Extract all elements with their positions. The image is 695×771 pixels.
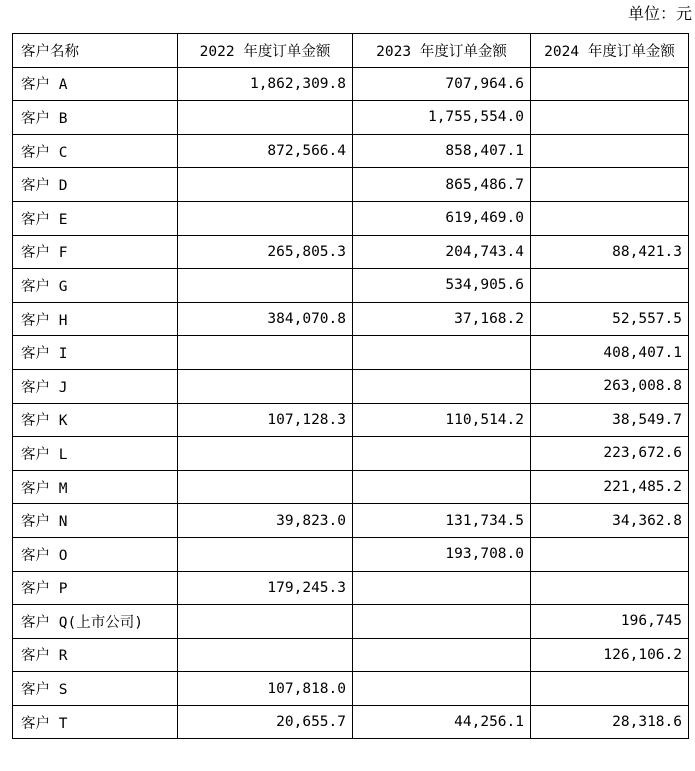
customer-name-cell: 客户 J (13, 369, 178, 403)
table-row (13, 101, 689, 135)
amount-2022-cell (178, 470, 353, 504)
table-row (13, 605, 689, 639)
table-row (13, 705, 689, 739)
amount-2022-cell: 179,245.3 (178, 571, 353, 605)
amount-2023-cell (353, 336, 531, 370)
amount-2023-cell: 204,743.4 (353, 235, 531, 269)
amount-2024-cell: 88,421.3 (531, 235, 689, 269)
amount-2022-cell: 1,862,309.8 (178, 67, 353, 101)
amount-2023-cell: 707,964.6 (353, 67, 531, 101)
customer-name-cell: 客户 I (13, 336, 178, 370)
table-row (13, 302, 689, 336)
header-2022-amount: 2022 年度订单金额 (178, 34, 353, 68)
amount-2024-cell: 38,549.7 (531, 403, 689, 437)
amount-2022-cell: 872,566.4 (178, 134, 353, 168)
table-body (13, 67, 689, 739)
customer-name-cell: 客户 F (13, 235, 178, 269)
amount-2022-cell (178, 437, 353, 471)
customer-order-table (12, 33, 689, 739)
customer-name-cell: 客户 E (13, 201, 178, 235)
amount-2023-cell (353, 672, 531, 706)
amount-2024-cell: 221,485.2 (531, 470, 689, 504)
amount-2022-cell: 107,128.3 (178, 403, 353, 437)
amount-2024-cell (531, 168, 689, 202)
amount-2022-cell (178, 201, 353, 235)
table-row (13, 201, 689, 235)
amount-2023-cell: 131,734.5 (353, 504, 531, 538)
table-row (13, 638, 689, 672)
table-row (13, 470, 689, 504)
amount-2023-cell (353, 605, 531, 639)
amount-2024-cell (531, 269, 689, 303)
table-row (13, 235, 689, 269)
amount-2023-cell (353, 470, 531, 504)
table-row (13, 672, 689, 706)
amount-2022-cell (178, 269, 353, 303)
customer-name-cell: 客户 T (13, 705, 178, 739)
amount-2024-cell: 223,672.6 (531, 437, 689, 471)
amount-2022-cell (178, 369, 353, 403)
amount-2023-cell (353, 638, 531, 672)
unit-label: 单位：元 (627, 4, 692, 23)
amount-2024-cell: 34,362.8 (531, 504, 689, 538)
amount-2024-cell: 52,557.5 (531, 302, 689, 336)
table-row (13, 571, 689, 605)
table-row (13, 269, 689, 303)
header-customer-name: 客户名称 (13, 34, 178, 68)
customer-name-cell: 客户 S (13, 672, 178, 706)
amount-2024-cell (531, 101, 689, 135)
amount-2022-cell (178, 638, 353, 672)
table-row (13, 134, 689, 168)
amount-2024-cell (531, 672, 689, 706)
amount-2024-cell: 263,008.8 (531, 369, 689, 403)
amount-2023-cell: 858,407.1 (353, 134, 531, 168)
table-row (13, 168, 689, 202)
amount-2022-cell (178, 168, 353, 202)
customer-name-cell: 客户 C (13, 134, 178, 168)
amount-2023-cell: 865,486.7 (353, 168, 531, 202)
customer-name-cell: 客户 K (13, 403, 178, 437)
amount-2023-cell (353, 437, 531, 471)
amount-2022-cell: 384,070.8 (178, 302, 353, 336)
amount-2022-cell (178, 101, 353, 135)
amount-2024-cell: 408,407.1 (531, 336, 689, 370)
amount-2022-cell: 107,818.0 (178, 672, 353, 706)
customer-name-cell: 客户 N (13, 504, 178, 538)
amount-2023-cell: 534,905.6 (353, 269, 531, 303)
header-row (13, 34, 689, 68)
amount-2023-cell: 193,708.0 (353, 537, 531, 571)
amount-2022-cell: 265,805.3 (178, 235, 353, 269)
customer-name-cell: 客户 Q(上市公司) (13, 605, 178, 639)
header-2023-amount: 2023 年度订单金额 (353, 34, 531, 68)
customer-name-cell: 客户 H (13, 302, 178, 336)
amount-2024-cell: 126,106.2 (531, 638, 689, 672)
amount-2023-cell: 44,256.1 (353, 705, 531, 739)
amount-2024-cell (531, 134, 689, 168)
header-2024-amount: 2024 年度订单金额 (531, 34, 689, 68)
amount-2022-cell (178, 537, 353, 571)
table-row (13, 336, 689, 370)
table-row (13, 537, 689, 571)
table-row (13, 369, 689, 403)
amount-2024-cell: 28,318.6 (531, 705, 689, 739)
customer-name-cell: 客户 B (13, 101, 178, 135)
customer-name-cell: 客户 P (13, 571, 178, 605)
customer-name-cell: 客户 O (13, 537, 178, 571)
amount-2022-cell: 39,823.0 (178, 504, 353, 538)
amount-2024-cell (531, 537, 689, 571)
table-row (13, 67, 689, 101)
amount-2023-cell: 1,755,554.0 (353, 101, 531, 135)
customer-name-cell: 客户 G (13, 269, 178, 303)
amount-2024-cell (531, 201, 689, 235)
amount-2022-cell (178, 605, 353, 639)
amount-2023-cell: 110,514.2 (353, 403, 531, 437)
amount-2023-cell: 37,168.2 (353, 302, 531, 336)
amount-2024-cell (531, 67, 689, 101)
amount-2024-cell: 196,745 (531, 605, 689, 639)
amount-2023-cell (353, 571, 531, 605)
customer-name-cell: 客户 A (13, 67, 178, 101)
customer-name-cell: 客户 D (13, 168, 178, 202)
customer-name-cell: 客户 M (13, 470, 178, 504)
amount-2023-cell: 619,469.0 (353, 201, 531, 235)
customer-name-cell: 客户 L (13, 437, 178, 471)
amount-2022-cell (178, 336, 353, 370)
customer-name-cell: 客户 R (13, 638, 178, 672)
table-row (13, 504, 689, 538)
table-row (13, 403, 689, 437)
amount-2024-cell (531, 571, 689, 605)
amount-2023-cell (353, 369, 531, 403)
amount-2022-cell: 20,655.7 (178, 705, 353, 739)
table-row (13, 437, 689, 471)
